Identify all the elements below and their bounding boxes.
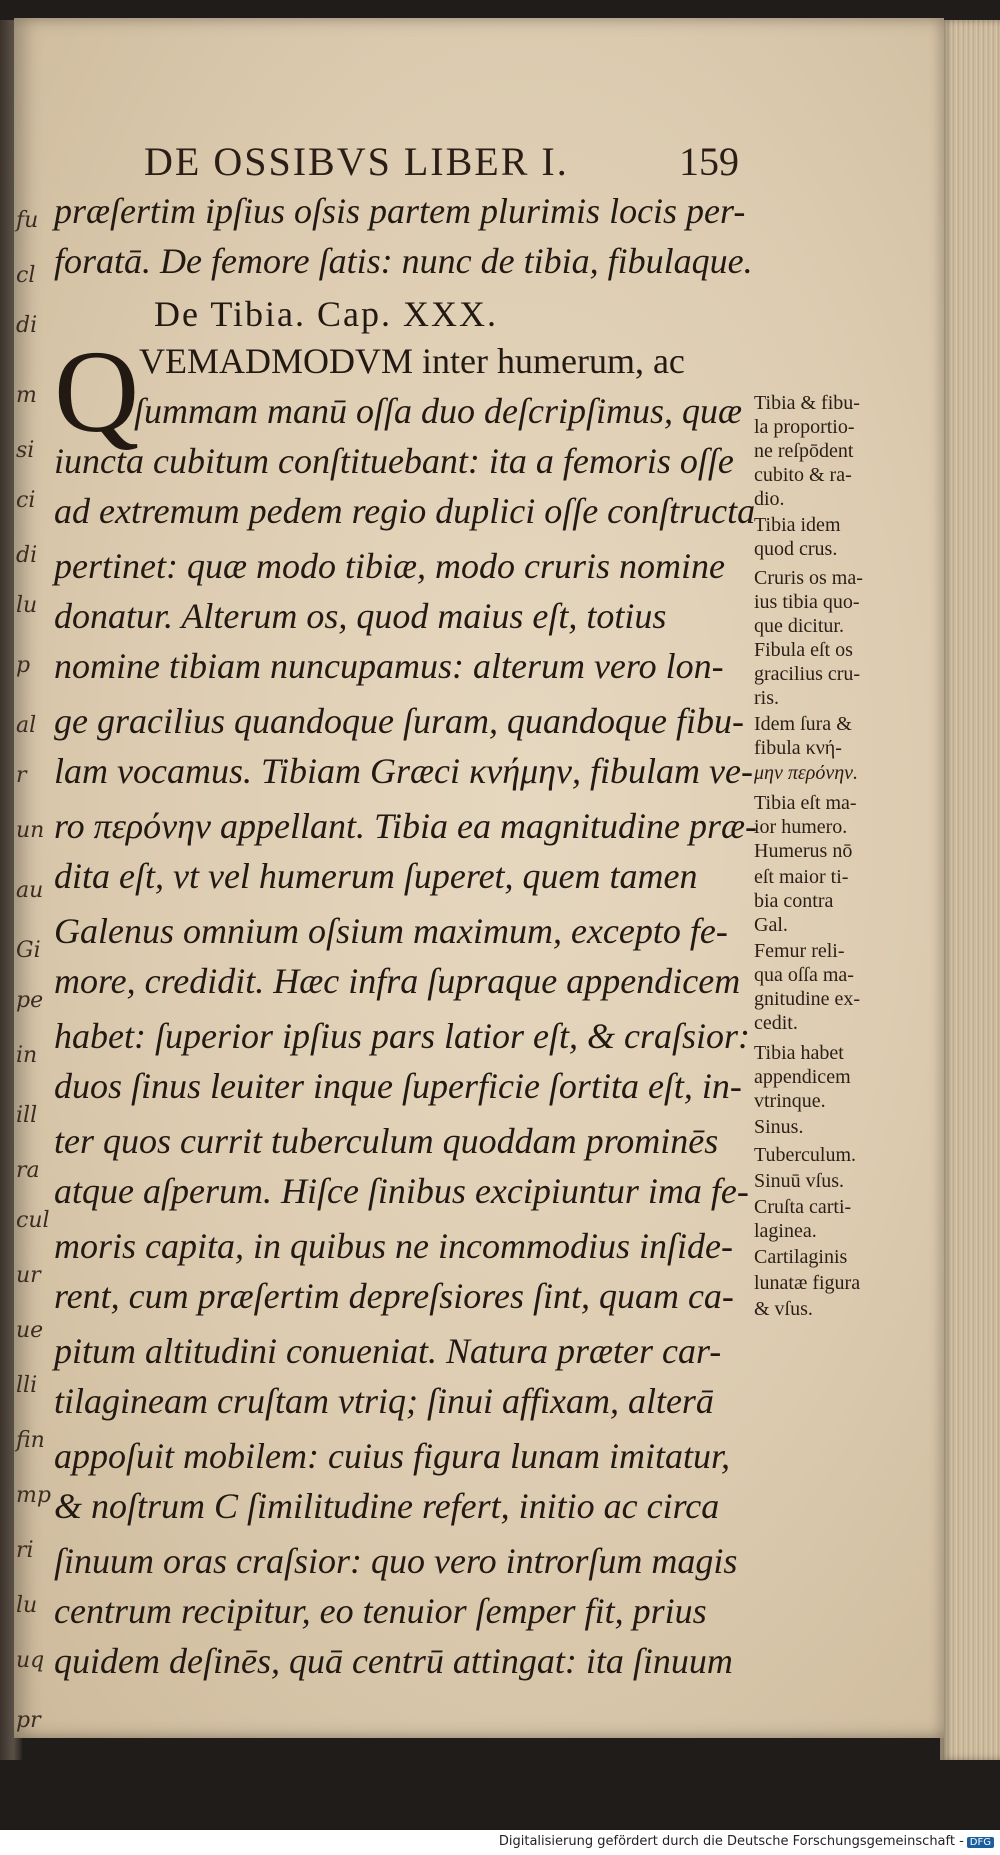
margin-note-line: Sinuū vſus.	[754, 1170, 845, 1192]
margin-note-line: Tuberculum.	[754, 1144, 857, 1166]
gutter-fragment: uq	[16, 1648, 45, 1673]
margin-note-line: Tibia eſt ma-	[754, 792, 857, 814]
gutter-fragment: Gi	[16, 938, 41, 963]
margin-note-line: qua oſſa ma-	[754, 964, 854, 986]
text-line: ro περόνην appellant. Tibia ea magnitudine præ-	[54, 806, 757, 846]
margin-note-line: quod crus.	[754, 538, 838, 560]
gutter-fragment: p	[16, 653, 31, 678]
gutter-fragment: ri	[16, 1538, 34, 1563]
gutter-fragment: si	[16, 438, 35, 463]
margin-note-line: fibula κνή-	[754, 737, 842, 759]
margin-note-line: Cruſta carti-	[754, 1196, 852, 1218]
gutter-fragment: mp	[16, 1483, 51, 1508]
running-title: DE OSSIBVS LIBER I.	[144, 139, 569, 184]
text-line: quidem deſinēs, quā centrū attingat: ita ſinuum	[54, 1641, 733, 1681]
text-line: ad extremum pedem regio duplici oſſe conſtructa	[54, 491, 756, 531]
gutter-fragment: pr	[16, 1708, 41, 1733]
gutter-fragment: al	[16, 713, 37, 738]
margin-note-line: que dicitur.	[754, 615, 844, 637]
book-page	[14, 18, 944, 1738]
text-line: more, credidit. Hæc infra ſupraque appendicem	[54, 961, 741, 1001]
main-text-block	[54, 191, 757, 1681]
gutter-fragment: pe	[16, 988, 44, 1013]
gutter-fragment: lli	[16, 1373, 38, 1398]
text-line: ſummam manū oſſa duo deſcripſimus, quæ	[134, 391, 742, 431]
gutter-fragment: r	[16, 763, 27, 788]
gutter-fragment: cul	[16, 1208, 50, 1233]
margin-note-line: Cartilaginis	[754, 1246, 848, 1268]
dfg-logo: DFG	[967, 1837, 994, 1848]
margin-note-line: lunatæ figura	[754, 1272, 861, 1294]
gutter-fragment: cl	[16, 263, 36, 288]
text-line: donatur. Alterum os, quod maius eſt, totius	[54, 596, 667, 636]
gutter-fragment: lu	[16, 593, 38, 618]
gutter-fragment: un	[16, 818, 45, 843]
text-line: appoſuit mobilem: cuius figura lunam imitatur,	[54, 1436, 731, 1476]
margin-note-line: dio.	[754, 488, 785, 510]
gutter-fragment: di	[16, 543, 38, 568]
text-line: præſertim ipſius oſsis partem plurimis locis per-	[54, 191, 746, 231]
gutter-fragment: ur	[16, 1263, 41, 1288]
page-stack-edge	[940, 20, 1000, 1760]
margin-note-line: Tibia idem	[754, 514, 841, 536]
text-line: atque aſperum. Hiſce ſinibus excipiuntur ima fe-	[54, 1171, 749, 1211]
margin-note-line: ior humero.	[754, 816, 848, 838]
margin-note-line: Sinus.	[754, 1116, 804, 1138]
gutter-fragment: m	[16, 383, 37, 408]
margin-note-line: ris.	[754, 687, 779, 709]
text-line: dita eſt, vt vel humerum ſuperet, quem tamen	[54, 856, 698, 896]
text-line: ge gracilius quandoque ſuram, quandoque fibu-	[54, 701, 744, 741]
gutter-fragment: au	[16, 878, 44, 903]
margin-note-line: gracilius cru-	[754, 663, 861, 685]
gutter-fragment: fin	[16, 1428, 45, 1453]
first-line: VEMADMODVM inter humerum, ac	[139, 341, 685, 381]
margin-note-line: & vſus.	[754, 1298, 813, 1320]
margin-note-line: bia contra	[754, 890, 834, 912]
margin-note-line: cedit.	[754, 1012, 798, 1034]
text-line: & noſtrum C ſimilitudine refert, initio ac circa	[54, 1486, 720, 1526]
margin-note-line: eſt maior ti-	[754, 866, 849, 888]
gutter-fragment: ill	[16, 1103, 38, 1128]
margin-note-line: vtrinque.	[754, 1090, 826, 1112]
margin-note-line: cubito & ra-	[754, 464, 852, 486]
margin-note-line: Tibia & fibu-	[754, 392, 860, 414]
text-line: nomine tibiam nuncupamus: alterum vero lon-	[54, 646, 724, 686]
text-line: habet: ſuperior ipſius pars latior eſt, & craſsior:	[54, 1016, 751, 1056]
text-line: moris capita, in quibus ne incommodius inſide-	[54, 1226, 733, 1266]
margin-note-line: Tibia habet	[754, 1042, 844, 1064]
margin-note-line: ius tibia quo-	[754, 591, 860, 613]
drop-cap: Q	[54, 326, 140, 457]
credit-text: Digitalisierung gefördert durch die Deutsche Forschungsgemeinschaft -	[498, 1834, 964, 1849]
gutter-fragment: fu	[16, 208, 39, 233]
margin-note-line: Fibula eſt os	[754, 639, 853, 661]
margin-note-line: Humerus nō	[754, 840, 853, 862]
margin-note-line: la proportio-	[754, 416, 855, 438]
margin-note-line: Femur reli-	[754, 940, 845, 962]
text-line: pitum altitudini conueniat. Natura præter car-	[54, 1331, 722, 1371]
text-line: duos ſinus leuiter inque ſuperficie ſortita eſt, in-	[54, 1066, 742, 1106]
running-header	[144, 138, 744, 188]
text-line: Galenus omnium oſsium maximum, excepto fe-	[54, 911, 728, 951]
gutter-fragment: di	[16, 313, 38, 338]
text-line: foratā. De femore ſatis: nunc de tibia, fibulaque.	[54, 241, 753, 281]
gutter-fragment: ue	[16, 1318, 44, 1343]
digitization-credit	[499, 1834, 994, 1849]
text-line: centrum recipitur, eo tenuior ſemper fit, prius	[54, 1591, 707, 1631]
page-number: 159	[679, 139, 739, 184]
margin-note-line: Cruris os ma-	[754, 567, 863, 589]
margin-note-line: ne reſpōdent	[754, 440, 854, 462]
margin-note-line: appendicem	[754, 1066, 851, 1088]
text-line: iuncta cubitum conſtituebant: ita a femoris oſſe	[54, 441, 734, 481]
margin-note-line: laginea.	[754, 1220, 817, 1242]
gutter-fragment: lu	[16, 1593, 38, 1618]
text-line: tilagineam cruſtam vtriq; ſinui affixam, alterā	[54, 1381, 714, 1421]
text-line: ſinuum oras craſsior: quo vero introrſum magis	[54, 1541, 738, 1581]
margin-note-line: Idem ſura &	[754, 713, 852, 735]
margin-note-line: μην περόνην.	[754, 762, 859, 784]
text-line: lam vocamus. Tibiam Græci κνήμην, fibulam ve-	[54, 751, 753, 791]
gutter-fragment: ci	[16, 488, 36, 513]
text-line: rent, cum præſertim depreſsiores ſint, quam ca-	[54, 1276, 734, 1316]
margin-note-line: gnitudine ex-	[754, 988, 861, 1010]
gutter-fragment: ra	[16, 1158, 40, 1183]
chapter-heading: De Tibia. Cap. XXX.	[154, 294, 499, 334]
text-line: pertinet: quæ modo tibiæ, modo cruris nomine	[54, 546, 725, 586]
margin-note-line: Gal.	[754, 914, 788, 936]
text-line: ter quos currit tuberculum quoddam prominēs	[54, 1121, 719, 1161]
gutter-fragment: in	[16, 1043, 38, 1068]
